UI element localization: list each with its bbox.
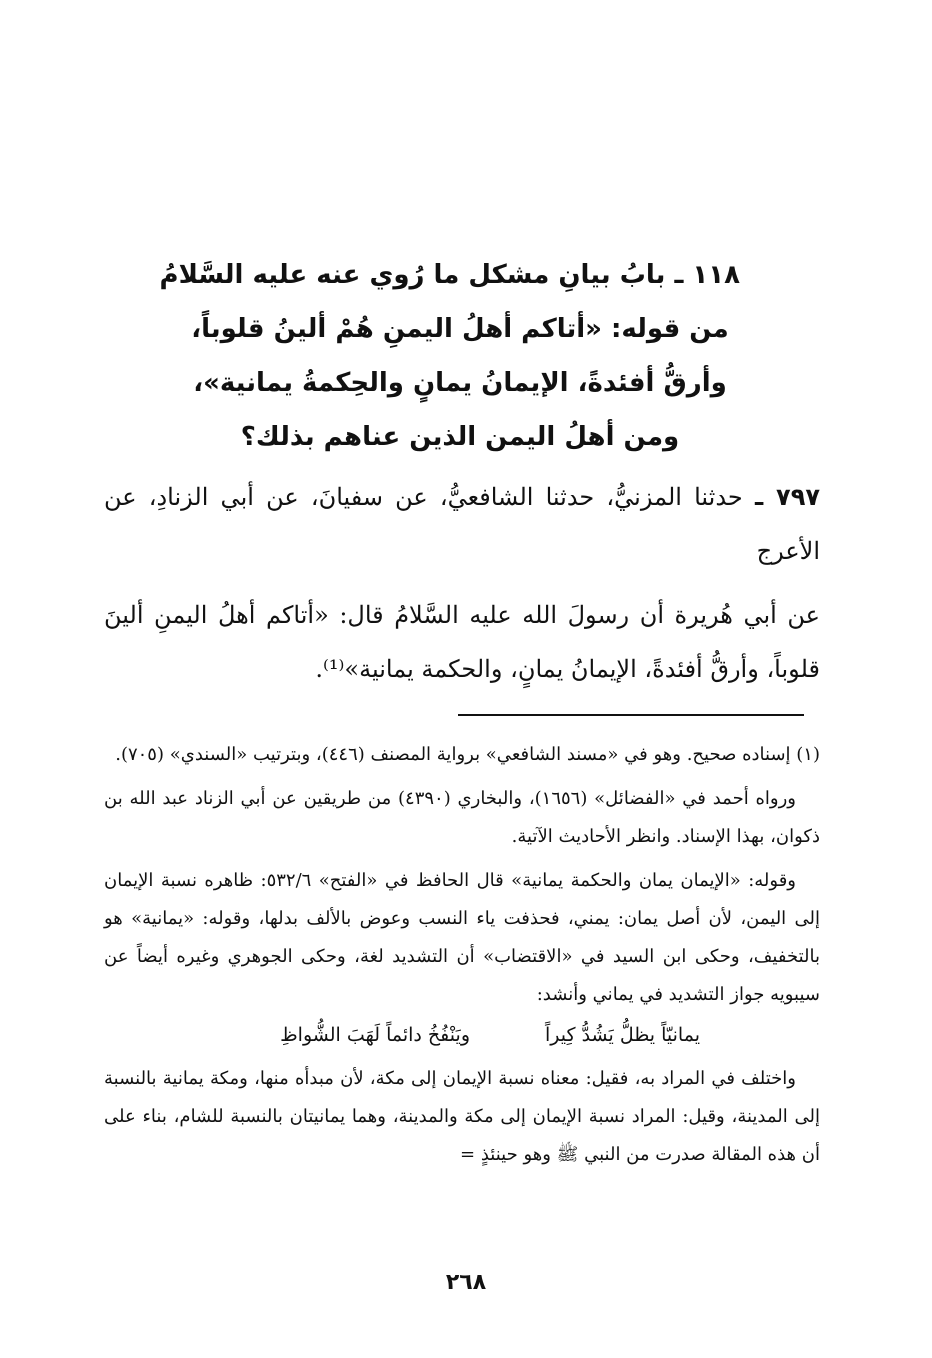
chapter-heading-line-2: من قوله: «أتاكم أهلُ اليمنِ هُمْ ألينُ قلوباً، [191,314,729,344]
hadith-number: ٧٩٧ ـ [754,483,820,511]
chapter-heading-line-1: ١١٨ ـ بابُ بيانِ مشكل ما رُوي عنه عليه السَّلامُ [159,260,740,290]
poem-verse [104,1016,820,1054]
page-number: ٢٦٨ [445,1270,487,1295]
chapter-heading-line-3: وأرقُّ أفئدةً، الإيمانُ يمانٍ والحِكمةُ يمانية»، [193,368,727,398]
footnote-1: (١) إسناده صحيح. وهو في «مسند الشافعي» برواية المصنف (٤٤٦)، وبترتيب «السندي» (٧٠٥). [115,744,820,765]
hadith-body [104,588,820,696]
hadith-chain-paragraph [104,470,820,578]
footnotes [104,736,820,1180]
poem-hemistich-1: يمانيّاً يظلُّ يَشُدُّ كِيراً [544,1024,700,1046]
footnote-paragraph-4: واختلف في المراد به، فقيل: معناه نسبة الإيمان إلى مكة، لأن مبدأه منها، ومكة يمانية بالنسبة إلى المدينة، وقيل: المراد نسبة الإيمان إلى مكة والمدينة، وهما يمانيتان بالنسبة للشام، بناء على أن هذه المقالة صدرت من النبي ﷺ وهو حينئذٍ = [104,1068,820,1165]
footnote-paragraph-3: وقوله: «الإيمان يمان والحكمة يمانية» قال الحافظ في «الفتح» ٥٣٢/٦: ظاهره نسبة الإيمان إلى اليمن، لأن أصل يمان: يمني، فحذفت ياء النسب وعوض بالألف بدلها، وقوله: «يمانية» هو بالتخفيف، وحكى ابن السيد في «الاقتضاب» أن التشديد لغة، وحكى الجوهري وغيره أيضاً عن سيبويه جواز التشديد في يماني وأنشد: [104,870,820,1005]
hadith-chain [104,470,820,578]
hadith-chain-text: حدثنا المزنيُّ، حدثنا الشافعيُّ، عن سفيانَ، عن أبي الزنادِ، عن الأعرج [104,483,820,565]
footnote-separator [458,714,804,716]
chapter-heading-line-4: ومن أهلُ اليمن الذين عناهم بذلك؟ [240,422,680,452]
poem-hemistich-2: ويَنْفُخُ دائماً لَهَبَ الشُّواظِ [280,1024,470,1046]
hadith-matn: عن أبي هُريرة أن رسولَ الله عليه السَّلامُ قال: «أتاكم أهلُ اليمنِ ألينَ قلوباً، وأرقُّ أفئدةً، الإيمانُ يمانٍ، والحكمة يمانية»⁽¹⁾. [104,601,820,683]
chapter-heading [159,248,740,464]
footnote-paragraph-2: ورواه أحمد في «الفضائل» (١٦٥٦)، والبخاري (٤٣٩٠) من طريقين عن أبي الزناد عبد الله بن ذكوان، بهذا الإسناد. وانظر الأحاديث الآتية. [104,788,820,847]
